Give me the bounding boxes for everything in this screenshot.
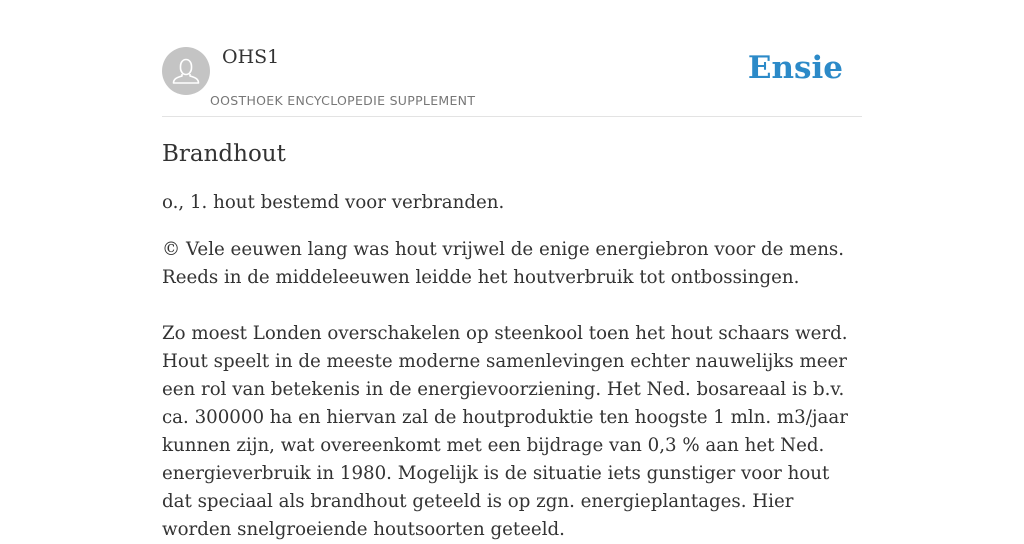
entry-definition: o., 1. hout bestemd voor verbranden.: [162, 192, 505, 213]
entry-content: [162, 138, 862, 544]
source-header: [162, 0, 862, 117]
brand-logo[interactable]: Ensie: [747, 50, 843, 86]
entry-title: Brandhout: [162, 141, 286, 167]
entry-paragraph: © Vele eeuwen lang was hout vrijwel de enige energiebron voor de mens. Reeds in de middeleeuwen leidde het houtverbruik tot ontbossingen.: [162, 239, 845, 288]
source-title[interactable]: OHS1: [222, 46, 280, 68]
source-avatar[interactable]: [162, 47, 210, 95]
entry-paragraph: Zo moest Londen overschakelen op steenkool toen het hout schaars werd. Hout speelt in de meeste moderne samenlevingen echter nauwelijks meer een rol van betekenis in de energievoorziening. Het Ned. bosareaal is b.v. ca. 300000 ha en hiervan zal de houtproduktie ten hoogste 1 mln. m3/jaar kunnen zijn, wat overeenkomt met een bijdrage van 0,3 % aan het Ned. energieverbruik in 1980. Mogelijk is de situatie iets gunstiger voor hout dat speciaal als brandhout geteeld is op zgn. energieplantages. Hier worden snelgroeiende houtsoorten geteeld.: [162, 323, 848, 540]
source-subtitle: OOSTHOEK ENCYCLOPEDIE SUPPLEMENT: [210, 93, 476, 108]
user-silhouette-icon: [162, 47, 210, 95]
